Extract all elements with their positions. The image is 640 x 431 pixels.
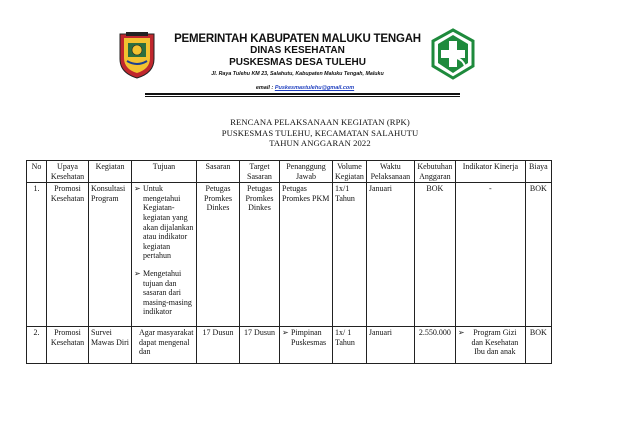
letterhead-address: Jl. Raya Tulehu KM 23, Salahutu, Kabupaten Maluku Tengah, Maluku <box>211 71 384 77</box>
cell-biaya: BOK <box>525 326 551 363</box>
letterhead-divider-thin <box>145 96 460 97</box>
col-header: Sasaran <box>197 161 240 183</box>
cell-target: Petugas Promkes Dinkes <box>240 183 280 327</box>
arrow-bullet-icon: ➢ <box>134 184 141 194</box>
table-row <box>27 326 552 363</box>
title-line-2: PUSKESMAS TULEHU, KECAMATAN SALAHUTU <box>221 127 419 138</box>
cell-kegiatan: Konsultasi Program <box>89 183 132 327</box>
col-header: Penanggung Jawab <box>280 161 333 183</box>
cell-no: 2. <box>27 326 47 363</box>
cell-sasaran: 17 Dusun <box>197 326 240 363</box>
email-label: email : <box>255 85 274 91</box>
col-header: Waktu Pelaksanaan <box>366 161 414 183</box>
cell-volume: 1x/ 1 Tahun <box>333 326 367 363</box>
cell-biaya: BOK <box>525 183 551 327</box>
letterhead-puskesmas: PUSKESMAS DESA TULEHU <box>229 57 366 68</box>
cell-kegiatan: Survei Mawas Diri <box>89 326 132 363</box>
cell-tujuan: Agar masyarakat dapat mengenal dan <box>132 326 197 363</box>
col-header: Indikator Kinerja <box>455 161 525 183</box>
table-row <box>27 183 552 327</box>
col-header: No <box>27 161 47 183</box>
table-header-row <box>27 161 552 183</box>
arrow-bullet-icon: ➢ <box>282 327 289 337</box>
kabupaten-emblem-icon <box>118 31 156 79</box>
title-line-3: TAHUN ANGGARAN 2022 <box>269 138 371 148</box>
cell-anggaran: 2.550.000 <box>414 326 455 363</box>
cell-anggaran: BOK <box>414 183 455 327</box>
indikator-item: Program Gizi dan Kesehatan Ibu dan anak <box>471 327 519 357</box>
cell-tujuan <box>132 183 197 327</box>
cell-indikator <box>455 326 525 363</box>
cell-no: 1. <box>27 183 47 327</box>
letterhead-government: PEMERINTAH KABUPATEN MALUKU TENGAH <box>174 33 421 45</box>
cell-waktu: Januari <box>366 326 414 363</box>
letterhead-email <box>140 85 470 91</box>
arrow-bullet-icon: ➢ <box>134 268 141 278</box>
cell-waktu: Januari <box>366 183 414 327</box>
cell-sasaran: Petugas Promkes Dinkes <box>197 183 240 327</box>
cell-target: 17 Dusun <box>240 326 280 363</box>
pj-item: Pimpinan Puskesmas <box>291 327 327 347</box>
col-header: Kebutuhan Anggaran <box>414 161 455 183</box>
puskesmas-logo-icon <box>430 28 476 80</box>
cell-volume: 1x/1 Tahun <box>333 183 367 327</box>
letterhead <box>155 30 440 77</box>
tujuan-item: Untuk mengetahui Kegiatan-kegiatan yang akan dijalankan atau indikator kegiatan pertahun <box>143 184 194 261</box>
col-header: Biaya <box>525 161 551 183</box>
letterhead-divider <box>145 93 460 95</box>
cell-upaya: Promosi Kesehatan <box>47 326 89 363</box>
cell-indikator: - <box>455 183 525 327</box>
col-header: Tujuan <box>132 161 197 183</box>
title-line-1: RENCANA PELAKSANAAN KEGIATAN (RPK) <box>230 117 410 127</box>
cell-pj <box>280 326 333 363</box>
col-header: Target Sasaran <box>240 161 280 183</box>
email-link[interactable]: Puskesmastulehu@gmail.com <box>274 85 355 91</box>
rpk-table <box>26 160 552 364</box>
col-header: Upaya Kesehatan <box>47 161 89 183</box>
tujuan-item: Mengetahui tujuan dan sasaran dari masing-masing indikator <box>143 268 192 317</box>
arrow-bullet-icon: ➢ <box>457 327 465 337</box>
letterhead-department: DINAS KESEHATAN <box>250 45 345 56</box>
col-header: Volume Kegiatan <box>333 161 367 183</box>
cell-pj: Petugas Promkes PKM <box>280 183 333 327</box>
cell-upaya: Promosi Kesehatan <box>47 183 89 327</box>
document-title <box>150 117 490 149</box>
col-header: Kegiatan <box>89 161 132 183</box>
